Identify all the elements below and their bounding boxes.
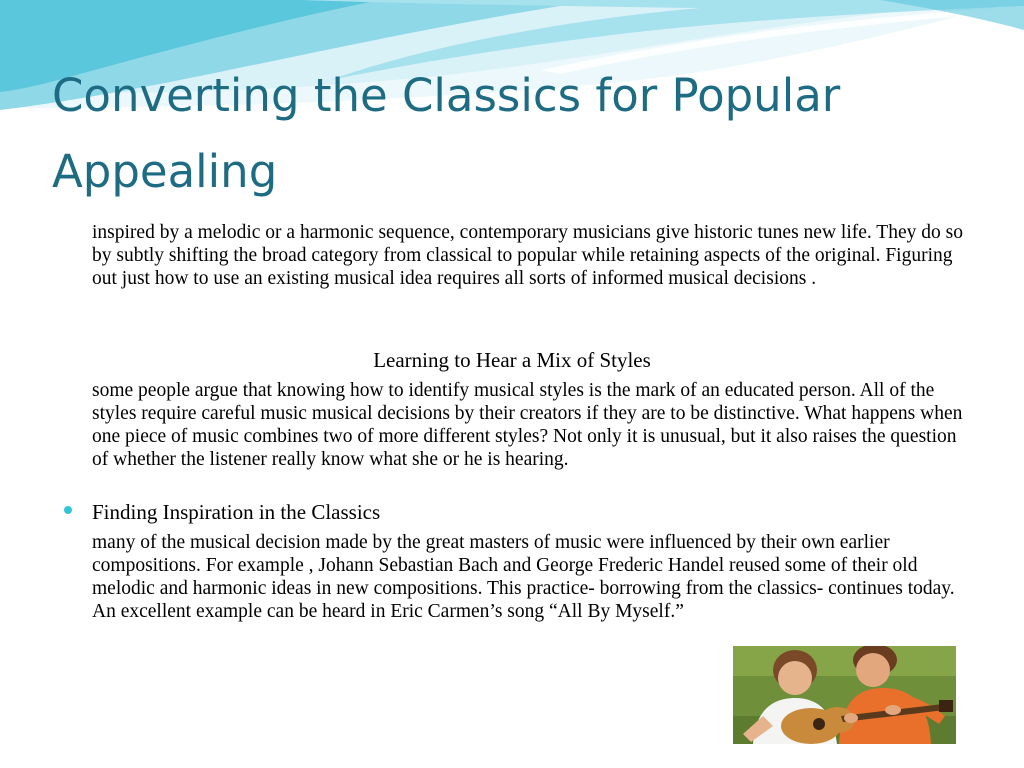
- intro-paragraph: inspired by a melodic or a harmonic sequence, contemporary musicians give historic tunes new life. They do so by subtly shifting the broad category from classical to popular while retaining aspects of the original. Figuring out just how to use an existing musical idea requires all sorts of informed musical decisions .: [92, 222, 963, 289]
- section-body-inspiration: many of the musical decision made by the great masters of music were influenced by their own earlier compositions. For example , Johann Sebastian Bach and George Frederic Handel reused some of their old melodic and harmonic ideas in new compositions. This practice- borrowing from the classics- continues today. An excellent example can be heard in Eric Carmen’s song “All By Myself.”: [92, 532, 955, 622]
- bullet-item-inspiration: [64, 499, 964, 525]
- section-heading-styles: Learning to Hear a Mix of Styles: [373, 348, 651, 372]
- two-boys-guitar-photo: [733, 646, 956, 744]
- section-heading-inspiration: Finding Inspiration in the Classics: [92, 500, 381, 524]
- slide-title: Converting the Classics for Popular Appealing: [52, 69, 841, 198]
- bullet-icon: [64, 506, 72, 514]
- section-body-styles: some people argue that knowing how to identify musical styles is the mark of an educated person. All of the styles require careful music musical decisions by their creators if they are to be distinctive. What happens when one piece of music combines two of more different styles? Not only it is unusual, but it also raises the question of whether the listener really know what she or he is hearing.: [92, 380, 963, 470]
